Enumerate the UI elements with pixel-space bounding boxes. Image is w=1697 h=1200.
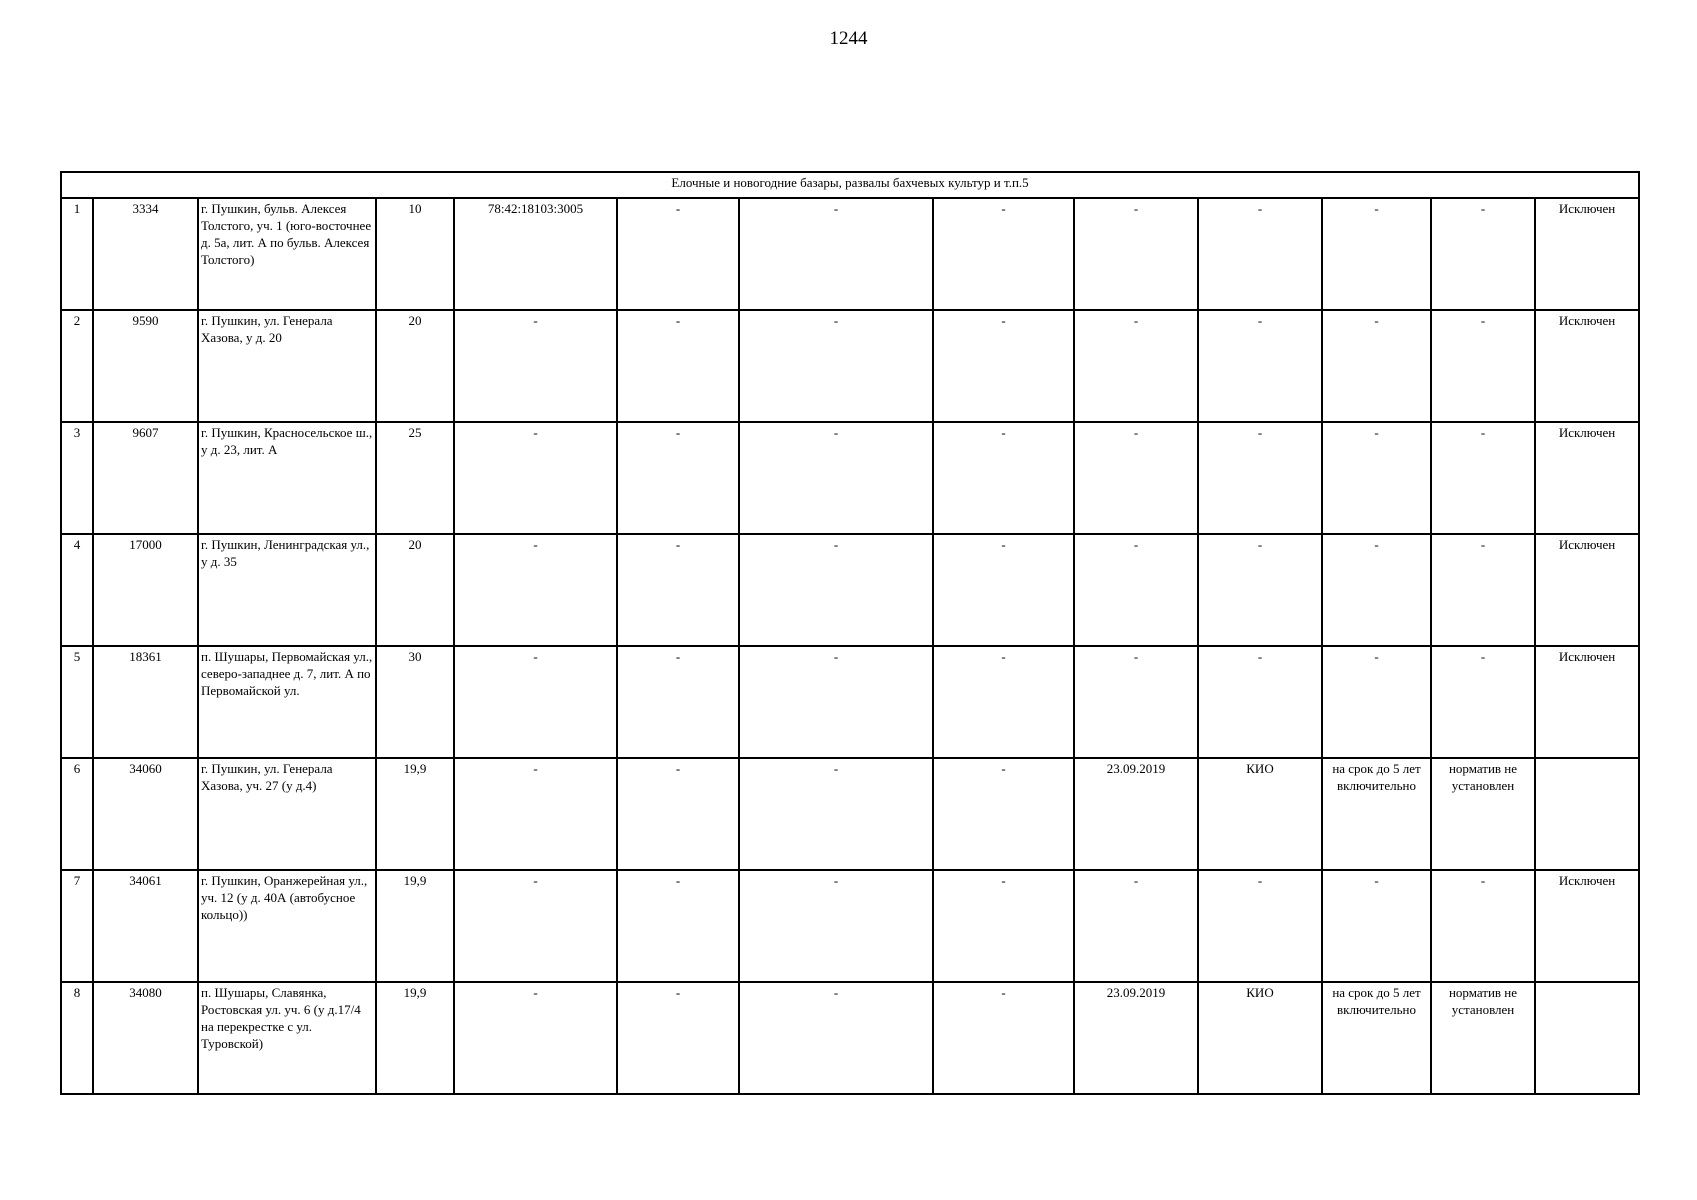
date-cell: - (1074, 422, 1198, 534)
row-number-cell: 5 (61, 646, 93, 758)
area-cell: 10 (376, 198, 454, 310)
term-cell: - (1322, 870, 1431, 982)
cadastral-number-cell: - (454, 870, 617, 982)
organization-cell: - (1198, 534, 1322, 646)
status-cell (1535, 758, 1639, 870)
table-row (61, 870, 1639, 982)
column-7-cell: - (739, 758, 933, 870)
object-id-cell: 18361 (93, 646, 198, 758)
date-cell: - (1074, 534, 1198, 646)
date-cell: - (1074, 646, 1198, 758)
column-8-cell: - (933, 310, 1074, 422)
cadastral-number-cell: - (454, 534, 617, 646)
date-cell: - (1074, 198, 1198, 310)
column-6-cell: - (617, 646, 739, 758)
date-cell: - (1074, 310, 1198, 422)
column-6-cell: - (617, 758, 739, 870)
page-number: 1244 (829, 28, 868, 49)
object-id-cell: 3334 (93, 198, 198, 310)
area-cell: 20 (376, 534, 454, 646)
address-cell: г. Пушкин, Ленинградская ул., у д. 35 (198, 534, 376, 646)
organization-cell: - (1198, 422, 1322, 534)
norm-cell: - (1431, 870, 1535, 982)
table-row (61, 534, 1639, 646)
table-row (61, 758, 1639, 870)
section-title: Елочные и новогодние базары, развалы бахчевых культур и т.п.5 (61, 172, 1639, 198)
column-6-cell: - (617, 982, 739, 1094)
row-number-cell: 3 (61, 422, 93, 534)
term-cell: на срок до 5 лет включительно (1322, 982, 1431, 1094)
column-6-cell: - (617, 198, 739, 310)
date-cell: - (1074, 870, 1198, 982)
term-cell: - (1322, 646, 1431, 758)
object-id-cell: 34060 (93, 758, 198, 870)
cadastral-number-cell: - (454, 422, 617, 534)
status-cell: Исключен (1535, 310, 1639, 422)
norm-cell: - (1431, 422, 1535, 534)
table-row (61, 422, 1639, 534)
column-8-cell: - (933, 646, 1074, 758)
term-cell: на срок до 5 лет включительно (1322, 758, 1431, 870)
address-cell: г. Пушкин, ул. Генерала Хазова, у д. 20 (198, 310, 376, 422)
object-id-cell: 9590 (93, 310, 198, 422)
object-id-cell: 34080 (93, 982, 198, 1094)
organization-cell: - (1198, 870, 1322, 982)
address-cell: г. Пушкин, Красносельское ш., у д. 23, лит. А (198, 422, 376, 534)
column-6-cell: - (617, 422, 739, 534)
column-8-cell: - (933, 534, 1074, 646)
registry-table (60, 171, 1640, 1095)
table-row (61, 646, 1639, 758)
cadastral-number-cell: - (454, 758, 617, 870)
object-id-cell: 17000 (93, 534, 198, 646)
column-7-cell: - (739, 198, 933, 310)
norm-cell: - (1431, 310, 1535, 422)
status-cell: Исключен (1535, 870, 1639, 982)
organization-cell: - (1198, 646, 1322, 758)
column-8-cell: - (933, 982, 1074, 1094)
term-cell: - (1322, 310, 1431, 422)
status-cell: Исключен (1535, 646, 1639, 758)
column-8-cell: - (933, 758, 1074, 870)
registry-table-body (61, 172, 1639, 1094)
organization-cell: - (1198, 198, 1322, 310)
organization-cell: КИО (1198, 758, 1322, 870)
area-cell: 20 (376, 310, 454, 422)
term-cell: - (1322, 534, 1431, 646)
column-6-cell: - (617, 310, 739, 422)
area-cell: 25 (376, 422, 454, 534)
column-7-cell: - (739, 982, 933, 1094)
column-6-cell: - (617, 870, 739, 982)
address-cell: п. Шушары, Первомайская ул., северо-западнее д. 7, лит. А по Первомайской ул. (198, 646, 376, 758)
term-cell: - (1322, 198, 1431, 310)
row-number-cell: 7 (61, 870, 93, 982)
row-number-cell: 1 (61, 198, 93, 310)
column-8-cell: - (933, 870, 1074, 982)
norm-cell: норматив не установлен (1431, 758, 1535, 870)
address-cell: п. Шушары, Славянка, Ростовская ул. уч. 6 (у д.17/4 на перекрестке с ул. Туровской) (198, 982, 376, 1094)
organization-cell: - (1198, 310, 1322, 422)
cadastral-number-cell: 78:42:18103:3005 (454, 198, 617, 310)
column-7-cell: - (739, 534, 933, 646)
area-cell: 19,9 (376, 870, 454, 982)
table-row (61, 982, 1639, 1094)
column-7-cell: - (739, 310, 933, 422)
organization-cell: КИО (1198, 982, 1322, 1094)
column-7-cell: - (739, 870, 933, 982)
object-id-cell: 9607 (93, 422, 198, 534)
row-number-cell: 8 (61, 982, 93, 1094)
norm-cell: норматив не установлен (1431, 982, 1535, 1094)
norm-cell: - (1431, 198, 1535, 310)
column-8-cell: - (933, 198, 1074, 310)
column-8-cell: - (933, 422, 1074, 534)
date-cell: 23.09.2019 (1074, 982, 1198, 1094)
cadastral-number-cell: - (454, 310, 617, 422)
row-number-cell: 2 (61, 310, 93, 422)
table-row (61, 310, 1639, 422)
section-header-row (61, 172, 1639, 198)
date-cell: 23.09.2019 (1074, 758, 1198, 870)
status-cell: Исключен (1535, 534, 1639, 646)
object-id-cell: 34061 (93, 870, 198, 982)
area-cell: 19,9 (376, 758, 454, 870)
status-cell (1535, 982, 1639, 1094)
norm-cell: - (1431, 646, 1535, 758)
term-cell: - (1322, 422, 1431, 534)
address-cell: г. Пушкин, ул. Генерала Хазова, уч. 27 (у д.4) (198, 758, 376, 870)
area-cell: 19,9 (376, 982, 454, 1094)
row-number-cell: 6 (61, 758, 93, 870)
table-row (61, 198, 1639, 310)
status-cell: Исключен (1535, 198, 1639, 310)
cadastral-number-cell: - (454, 982, 617, 1094)
address-cell: г. Пушкин, бульв. Алексея Толстого, уч. 1 (юго-восточнее д. 5а, лит. А по бульв. Алексея Толстого) (198, 198, 376, 310)
status-cell: Исключен (1535, 422, 1639, 534)
row-number-cell: 4 (61, 534, 93, 646)
column-6-cell: - (617, 534, 739, 646)
cadastral-number-cell: - (454, 646, 617, 758)
area-cell: 30 (376, 646, 454, 758)
column-7-cell: - (739, 646, 933, 758)
column-7-cell: - (739, 422, 933, 534)
address-cell: г. Пушкин, Оранжерейная ул., уч. 12 (у д. 40А (автобусное кольцо)) (198, 870, 376, 982)
norm-cell: - (1431, 534, 1535, 646)
